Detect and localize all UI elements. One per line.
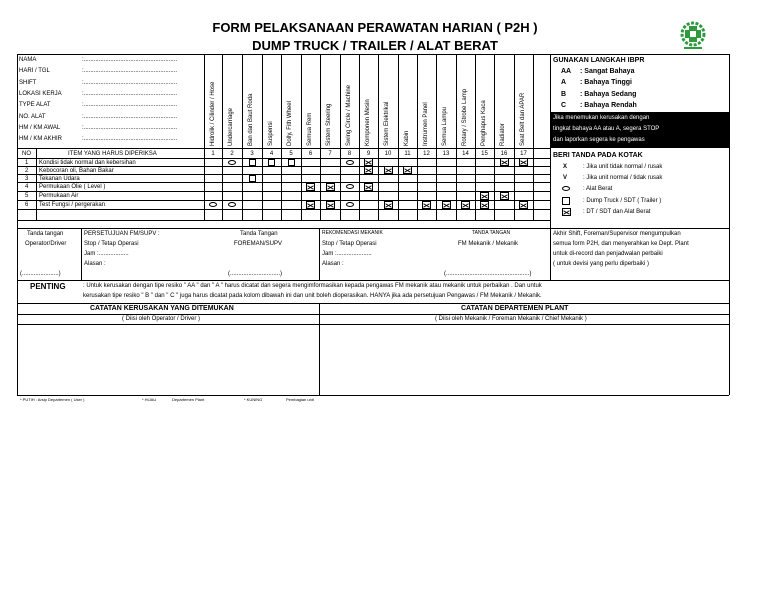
column-divider <box>340 54 341 220</box>
alat-berat-mark-icon[interactable] <box>209 202 217 207</box>
foreman-sign-label: Tanda Tangan <box>240 231 278 237</box>
alat-berat-mark-icon[interactable] <box>228 202 236 207</box>
field-input[interactable]: :........................................................ <box>82 124 178 131</box>
ibpr-level-text: : Bahaya Sedang <box>580 90 637 98</box>
column-number: 2 <box>230 151 234 157</box>
item-text: Kebocoran oli, Bahan Bakar <box>39 168 114 174</box>
legend-circle-icon <box>562 186 570 191</box>
column-divider <box>378 54 379 220</box>
column-number: 9 <box>366 151 371 157</box>
field-input[interactable]: :........................................................ <box>82 57 178 63</box>
alat-berat-mark-icon[interactable] <box>346 202 354 207</box>
rekom-alasan[interactable]: Alasan : <box>322 261 344 267</box>
column-header: Instrumen Panel <box>423 102 429 146</box>
legend-xbox-text: : DT / SDT dan Alat Berat <box>583 209 651 215</box>
column-divider <box>204 54 205 220</box>
item-text: Permukaan Air <box>39 193 79 199</box>
legend-x-text: : Jika unit tidak normal / rusak <box>583 164 663 170</box>
dump-truck-mark-icon[interactable] <box>268 159 275 166</box>
column-header: Undercarriage <box>228 107 234 146</box>
column-number: 7 <box>328 151 332 157</box>
penting-line-1: : Untuk kerusakan dengan tipe resiko " AA " dan " A " harus dicatat dan segera mengimformasikan kepada pengawas FM mekanik atau mekanik untuk perbaikan . Dan untuk <box>83 283 542 289</box>
column-divider <box>320 54 321 220</box>
mekanik-sign-label-2: FM Mekanik / Mekanik <box>458 241 519 247</box>
dump-truck-mark-icon[interactable] <box>249 175 256 182</box>
item-number: 6 <box>25 202 29 208</box>
field-input[interactable]: :........................................................ <box>82 136 178 143</box>
legend-v-text: : Jika unit normal / tidak rusak <box>583 175 663 181</box>
approval-title: PERSETUJUAN FM/SUPV : <box>84 231 160 237</box>
column-number: 15 <box>481 151 488 157</box>
dt-alat-berat-mark-icon[interactable] <box>326 183 335 191</box>
column-divider <box>475 54 476 220</box>
dt-alat-berat-mark-icon[interactable] <box>519 158 528 166</box>
alat-berat-mark-icon[interactable] <box>228 160 236 165</box>
catatan-kerusakan-title: CATATAN KERUSAKAN YANG DITEMUKAN <box>90 305 234 312</box>
column-number: 16 <box>500 151 508 157</box>
column-divider <box>222 54 223 220</box>
foreman-sign-label-2: FOREMAN/SUPV <box>234 241 283 247</box>
shift-note-3: untuk di-record dan penjadwalan perbaiki <box>553 251 663 257</box>
column-header: Rotary / Strobe Lamp <box>462 88 468 146</box>
column-number: 10 <box>384 151 392 157</box>
item-text: Test Fungsi / pergerakan <box>39 202 106 208</box>
column-header: Dolly, Fith Wheel <box>287 101 293 146</box>
field-input[interactable]: :........................................................ <box>82 113 178 120</box>
field-label: LOKASI KERJA <box>19 90 62 97</box>
column-number: 3 <box>250 151 254 157</box>
dt-alat-berat-mark-icon[interactable] <box>364 166 373 174</box>
dt-alat-berat-mark-icon[interactable] <box>519 201 528 209</box>
column-divider <box>417 54 418 220</box>
approval-option[interactable]: Stop / Tetap Operasi <box>84 241 139 247</box>
column-divider <box>262 54 263 220</box>
column-number: 17 <box>520 151 527 157</box>
header-item: ITEM YANG HARUS DIPERIKSA <box>68 151 157 157</box>
operator-sign-label-2: Operator/Driver <box>25 241 67 247</box>
dt-alat-berat-mark-icon[interactable] <box>306 183 315 191</box>
item-number: 4 <box>25 184 29 190</box>
header-no: NO <box>22 151 31 157</box>
dt-alat-berat-mark-icon[interactable] <box>422 201 431 209</box>
dt-alat-berat-mark-icon[interactable] <box>480 192 489 200</box>
column-number: 14 <box>462 151 469 157</box>
legend-title: BERI TANDA PADA KOTAK <box>553 152 643 159</box>
column-header: Sistem Elektrikal <box>384 101 390 146</box>
rekom-title: REKOMENDASI MEKANIK <box>322 230 383 236</box>
column-divider <box>398 54 399 220</box>
dt-alat-berat-mark-icon[interactable] <box>384 201 393 209</box>
shift-note-4: ( untuk devisi yang perlu diperbaiki ) <box>553 261 650 267</box>
footer-hijau-dept: Departemen Plant <box>172 397 205 402</box>
rekom-option[interactable]: Stop / Tetap Operasi <box>322 241 377 247</box>
ibpr-level-text: : Sangat Bahaya <box>580 68 635 75</box>
item-text: Tekanan Udara <box>39 176 80 182</box>
field-label: NAMA <box>19 57 37 63</box>
dt-alat-berat-mark-icon[interactable] <box>461 201 470 209</box>
dt-alat-berat-mark-icon[interactable] <box>500 158 509 166</box>
footer-hijau: * HIJAU <box>142 397 157 402</box>
ibpr-level-code: AA <box>561 68 572 75</box>
dt-alat-berat-mark-icon[interactable] <box>403 166 412 174</box>
column-number: 6 <box>308 151 313 157</box>
item-text: Permukaan Olie ( Level ) <box>39 184 106 190</box>
shift-note-1: Akhir Shift, Foreman/Supervisor mengumpulkan <box>553 231 681 237</box>
column-header: Semua Lampu <box>442 106 448 146</box>
footer-putih: * PUTIH : Arsip Departemen ( User ) <box>20 397 85 402</box>
column-divider <box>359 54 360 220</box>
dt-alat-berat-mark-icon[interactable] <box>500 192 509 200</box>
catatan-plant-area[interactable] <box>321 326 727 393</box>
dt-alat-berat-mark-icon[interactable] <box>326 201 335 209</box>
shift-note-2: semua form P2H, dan menyerahkan ke Dept. Plant <box>553 241 689 247</box>
approval-alasan[interactable]: Alasan : <box>84 261 106 267</box>
dump-truck-mark-icon[interactable] <box>249 159 256 166</box>
item-text: Kondisi tidak normal dan kebersihan <box>39 160 136 166</box>
legend-x-symbol: X <box>563 164 568 170</box>
dt-alat-berat-mark-icon[interactable] <box>442 201 451 209</box>
ibpr-title: GUNAKAN LANGKAH IBPR <box>553 57 645 64</box>
field-input[interactable]: :........................................................ <box>82 90 178 97</box>
legend-box-text: : Dump Truck / SDT ( Trailer ) <box>583 198 662 204</box>
item-number: 1 <box>25 160 29 166</box>
dump-truck-mark-icon[interactable] <box>288 159 295 166</box>
column-divider <box>514 54 515 220</box>
dt-alat-berat-mark-icon[interactable] <box>364 158 373 166</box>
column-header: Sistem Steering <box>326 103 332 146</box>
column-header: Suspensi <box>268 121 274 146</box>
field-label: TYPE ALAT <box>19 102 51 109</box>
ibpr-level-code: A <box>561 79 567 87</box>
column-divider <box>533 54 534 220</box>
legend-circle-text: : Alat Berat <box>583 186 613 192</box>
penting-label: PENTING <box>30 282 66 291</box>
column-header: Seat Belt dan APAR <box>520 92 526 146</box>
mekanik-sign-label: TANDA TANGAN <box>472 230 511 236</box>
field-input[interactable]: :........................................................ <box>82 68 178 75</box>
stop-notice: Jika menemukan kerusakan dengan tingkat bahaya AA atau A, segera STOP dan laporkan segera ke pengawas <box>551 112 729 148</box>
footer-kuning: * KUNING <box>244 397 263 402</box>
item-number: 5 <box>25 193 29 199</box>
catatan-kerusakan-area[interactable] <box>19 326 317 393</box>
field-input[interactable]: :........................................................ <box>82 79 178 86</box>
approval-jam[interactable]: Jam :.................. <box>84 251 129 257</box>
column-header: Radiator <box>500 123 506 146</box>
form-subtitle: DUMP TRUCK / TRAILER / ALAT BERAT <box>252 38 498 53</box>
legend-xbox-icon <box>562 208 571 216</box>
form-title: FORM PELAKSANAAN PERAWATAN HARIAN ( P2H ) <box>212 20 538 35</box>
column-number: 13 <box>442 151 450 157</box>
column-divider <box>494 54 495 220</box>
ibpr-level-text: : Bahaya Rendah <box>580 101 637 109</box>
column-header: Komponen Mesin <box>365 99 371 146</box>
column-header: Kabin <box>404 130 410 146</box>
ibpr-level-text: : Bahaya Tinggi <box>580 79 632 87</box>
mekanik-sign-line[interactable]: (..................................................) <box>444 271 532 277</box>
dt-alat-berat-mark-icon[interactable] <box>384 166 393 174</box>
field-label: HM / KM AKHIR <box>19 136 63 143</box>
column-divider <box>436 54 437 220</box>
column-divider <box>301 54 302 220</box>
field-label: HARI / TGL <box>19 68 50 75</box>
foreman-sign-line[interactable]: (..............................) <box>228 271 283 277</box>
column-header: Swing Circle / Machine <box>346 84 352 146</box>
catatan-kerusakan-sub: ( Diisi oleh Operator / Driver ) <box>122 316 201 322</box>
item-number: 2 <box>25 168 29 174</box>
column-divider <box>281 54 282 220</box>
column-number: 4 <box>269 151 274 157</box>
column-number: 11 <box>404 151 411 157</box>
dt-alat-berat-mark-icon[interactable] <box>364 183 373 191</box>
column-number: 5 <box>289 151 293 157</box>
legend-v-symbol: V <box>563 175 568 181</box>
alat-berat-mark-icon[interactable] <box>346 184 354 189</box>
field-label: HM / KM AWAL <box>19 124 61 131</box>
rekom-jam[interactable]: Jam :..................... <box>322 251 372 257</box>
column-divider <box>456 54 457 220</box>
penting-line-2: kerusakan tipe resiko " B " dan " C " juga harus dicatat pada kolom dibawah ini dan unit boleh dioperasikan. HANYA jika ada persetujuan Pengawas / FM Mekanik / Mekanik. <box>83 293 542 299</box>
column-header: Semua Rem <box>307 112 313 146</box>
dt-alat-berat-mark-icon[interactable] <box>480 201 489 209</box>
legend-box-icon <box>562 197 570 205</box>
field-label: NO. ALAT <box>19 113 46 120</box>
k3-cross-logo-icon <box>675 21 711 51</box>
column-header: Hidrolik / Cilinder / Hose <box>210 81 216 146</box>
alat-berat-mark-icon[interactable] <box>346 160 354 165</box>
column-header: Ban dan Baut Roda <box>248 93 254 146</box>
dt-alat-berat-mark-icon[interactable] <box>306 201 315 209</box>
column-header: Penghapus Kaca <box>481 100 487 146</box>
operator-sign-label: Tanda tangan <box>27 231 64 237</box>
catatan-plant-sub: ( Diisi oleh Mekanik / Foreman Mekanik / Chief Mekanik ) <box>435 316 587 322</box>
operator-sign-line[interactable]: (......................) <box>20 271 61 277</box>
item-number: 3 <box>25 176 29 182</box>
ibpr-level-code: C <box>561 101 567 109</box>
column-number: 12 <box>423 151 430 157</box>
column-divider <box>242 54 243 220</box>
footer-kuning-unit: Pembagian unit <box>286 397 314 402</box>
column-number: 1 <box>211 151 215 157</box>
catatan-plant-title: CATATAN DEPARTEMEN PLANT <box>461 305 569 312</box>
field-input[interactable]: :........................................................ <box>82 102 178 109</box>
field-label: SHIFT <box>19 79 37 86</box>
column-number: 8 <box>347 151 352 157</box>
ibpr-level-code: B <box>561 90 567 98</box>
